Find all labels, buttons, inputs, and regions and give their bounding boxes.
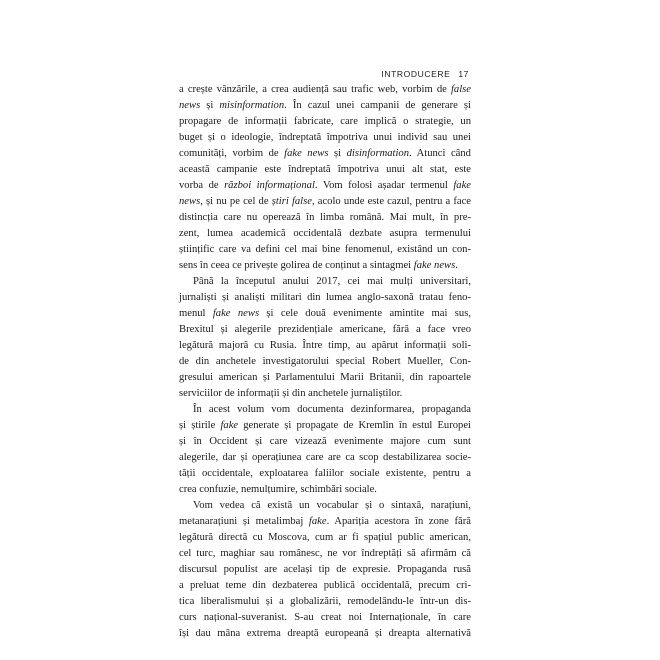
text-segment: tății occidentale, exploatarea faliilor sociale existente, pentru a [179,468,471,479]
text-segment: jurnaliști și analiști militari din lumea anglo-saxonă tratau feno- [179,292,471,303]
text-segment: . Atunci când [409,148,471,159]
text-segment: a preluat teme din dezbaterea publică occidentală, precum cri- [179,580,471,591]
text-line [179,482,471,498]
text-line [179,450,471,466]
text-line [179,242,471,258]
text-line [179,370,471,386]
text-segment: crea confuzie, nemulțumire, schimbări sociale. [179,484,377,495]
italic-text: misinformation [219,100,285,111]
text-line [179,546,471,562]
italic-text: false [450,84,471,95]
italic-text: news [179,100,201,111]
paragraph [179,402,471,498]
text-line [179,498,471,514]
italic-text: fake [220,420,239,431]
text-segment: cel turc, maghiar sau românesc, ne vor îndreptăți să afirmăm că [179,548,471,559]
text-line [179,210,471,226]
running-header [381,69,469,79]
text-line [179,338,471,354]
text-line [179,578,471,594]
text-line [179,290,471,306]
body-text [179,82,471,642]
text-line [179,130,471,146]
text-line [179,274,471,290]
italic-text: fake news [212,308,260,319]
text-line [179,178,471,194]
text-line [179,98,471,114]
text-line [179,434,471,450]
text-line [179,514,471,530]
text-line [179,306,471,322]
text-segment: buget și o ideologie, îndreptată împotriva unui individ sau unei [179,132,471,143]
text-segment: și știrile [179,420,221,431]
text-segment: și cele două evenimente amintite mai sus, [259,308,471,319]
italic-text: disinformation [346,148,410,159]
text-line [179,194,471,210]
text-segment: comunități, vorbim de [179,148,285,159]
text-segment: menul [179,308,213,319]
text-segment: distincția care nu operează în limba română. Mai mult, în pre- [179,212,471,223]
text-segment: vorba de [179,180,225,191]
text-segment: și în Occident și care vizează evenimente majore cum sunt [179,436,471,447]
italic-text: fake [453,180,472,191]
text-segment: discursul populist are același tip de expresie. Propaganda rusă [179,564,471,575]
text-line [179,82,471,98]
text-line [179,418,471,434]
text-segment: Vom vedea că există un vocabular și o sintaxă, narațiuni, [193,500,471,511]
text-segment: În acest volum vom documenta dezinformarea, propaganda [193,404,471,415]
text-segment: Brexitul și alegerile prezidențiale americane, fără a face vreo [179,324,471,335]
paragraph [179,82,471,274]
text-segment: . Vom folosi așadar termenul [314,180,454,191]
text-segment: științific care va defini cel mai bine fenomenul, existând un con- [179,244,471,255]
text-line [179,402,471,418]
page-number: 17 [458,69,469,79]
text-segment: . În cazul unei campanii de generare și [284,100,471,111]
text-line [179,562,471,578]
paragraph [179,498,471,642]
text-segment: și [200,100,220,111]
text-segment: tica liberalismului și a globalizării, remodelându-le într-un dis- [179,596,471,607]
text-segment: a crește vânzările, a crea audiență sau trafic web, vorbim de [179,84,451,95]
text-segment: și [328,148,347,159]
text-segment: . Apariția acestora în zone fără [326,516,471,527]
section-title: INTRODUCERE [381,69,451,79]
text-line [179,594,471,610]
italic-text: fake news [284,148,329,159]
text-segment: își dau mâna extrema dreaptă europeană și dreapta alternativă [179,628,471,639]
italic-text: fake news [413,260,456,271]
text-segment: serviciilor de informații și din anchetele jurnaliștilor. [179,388,403,399]
text-line [179,610,471,626]
text-segment: alegerile, dar și operațiunea care are ca scop destabilizarea socie- [179,452,471,463]
text-segment: generate și propagate de Kremlin în estul Europei [238,420,471,431]
text-segment: zent, lumea academică occidentală dezbate asupra termenului [179,228,471,239]
text-segment: , acolo unde este cazul, pentru a face [311,196,472,207]
text-line [179,226,471,242]
italic-text: război informațional [224,180,315,191]
text-line [179,322,471,338]
italic-text: news [179,196,201,207]
text-segment: de din anchetele investigatorului special Robert Mueller, Con- [179,356,471,367]
text-line [179,466,471,482]
text-segment: legătură directă cu Moscova, cum ar fi spațiul public american, [179,532,471,543]
text-segment: Până la începutul anului 2017, cei mai mulți universitari, [193,276,471,287]
text-line [179,146,471,162]
text-segment: propagare de informații fabricate, care implică o strategie, un [179,116,471,127]
text-segment: această campanie este îndreptată împotriva unui alt stat, este [179,164,471,175]
paragraph [179,274,471,402]
text-line [179,114,471,130]
text-line [179,162,471,178]
text-segment: legătură majoră cu Rusia. Între timp, au apărut informații soli- [179,340,471,351]
text-segment: metanarațiuni și metalimbaj [179,516,309,527]
text-line [179,626,471,642]
italic-text: fake [308,516,327,527]
italic-text: știri false [271,196,312,207]
text-segment: gresului american și Parlamentului Marii Britanii, din rapoartele [179,372,471,383]
text-line [179,386,471,402]
text-line [179,354,471,370]
text-line [179,530,471,546]
text-line [179,258,471,274]
text-segment: , și nu pe cel de [200,196,272,207]
text-segment: curs național-suveranist. S-au creat noi Internaționale, în care [179,612,471,623]
text-segment: . [455,260,458,271]
text-segment: sens în ceea ce privește golirea de conținut a sintagmei [179,260,414,271]
